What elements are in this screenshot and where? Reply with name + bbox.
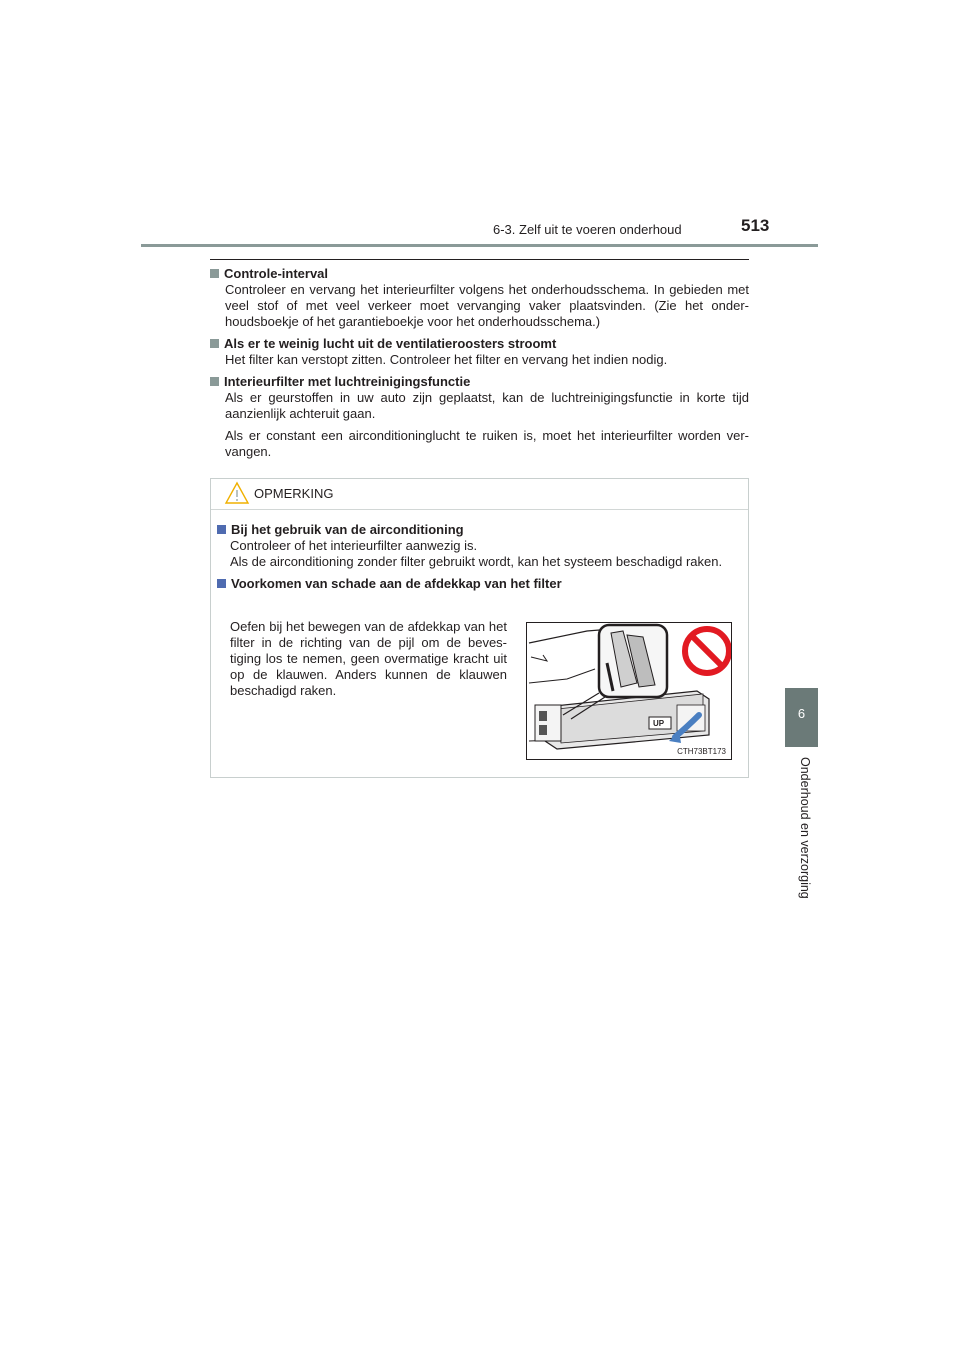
notice-line: Controleer of het interieurfilter aanwezig is. [230,538,478,553]
square-bullet-icon [210,339,219,348]
section-luchtreinigingsfunctie [210,374,749,460]
figure-code: CTH73BT173 [677,747,726,756]
notice-item-afdekkap [217,576,739,592]
notice-item-airconditioning [217,522,739,570]
filter-cover-illustration [526,622,732,760]
notice-heading: Voorkomen van schade aan de afdekkap van het filter [217,576,739,592]
main-content [210,266,749,466]
up-label: UP [653,719,665,728]
notice-box [210,478,749,778]
square-bullet-icon [210,269,219,278]
section-heading: Interieurfilter met luchtreinigingsfunctie [210,374,749,390]
section-paragraph: Als er constant een airconditioninglucht te ruiken is, moet het interieurfilter worden ver-vangen. [225,428,749,459]
section-heading: Als er te weinig lucht uit de ventilatieroosters stroomt [210,336,749,352]
section-paragraph: Controleer en vervang het interieurfilter volgens het onderhoudsschema. In gebieden met veel stof of met veel verkeer moet vervanging vaker plaatsvinden. (Zie het onder-houdsboekje of het garantieboekje voor het onderhoudsschema.) [225,282,749,329]
running-header: 6-3. Zelf uit te voeren onderhoud [493,222,682,237]
notice-title: OPMERKING [254,486,334,501]
section-weinig-lucht [210,336,749,368]
chapter-number: 6 [797,706,806,721]
square-bullet-icon [210,377,219,386]
notice-header [211,479,748,510]
warning-triangle-icon [224,481,250,505]
section-paragraph: Als er geurstoffen in uw auto zijn geplaatst, kan de luchtreinigingsfunctie in korte tijd aanzienlijk achteruit gaan. [225,390,749,421]
notice-heading: Bij het gebruik van de airconditioning [217,522,739,538]
notice-body [217,522,739,598]
section-paragraph: Het filter kan verstopt zitten. Controleer het filter en vervang het indien nodig. [225,352,668,367]
content-rule [210,259,749,260]
notice-paragraph: Oefen bij het bewegen van de afdekkap van het filter in de richting van de pijl om de beves-tiging los te nemen, geen overmatige kracht uit op de klauwen. Anders kunnen de klauwen beschadigd raken. [230,619,507,698]
square-bullet-icon [217,525,226,534]
section-heading: Controle-interval [210,266,749,282]
filter-cover-drawing [527,623,732,760]
square-bullet-icon [217,579,226,588]
header-rule [141,244,818,247]
notice-line: Als de airconditioning zonder filter gebruikt wordt, kan het systeem beschadigd raken. [230,554,723,569]
section-controle-interval [210,266,749,330]
page-number: 513 [741,216,770,235]
chapter-tab [785,688,818,747]
chapter-title: Onderhoud en verzorging [798,757,812,899]
prohibited-icon [685,629,729,673]
